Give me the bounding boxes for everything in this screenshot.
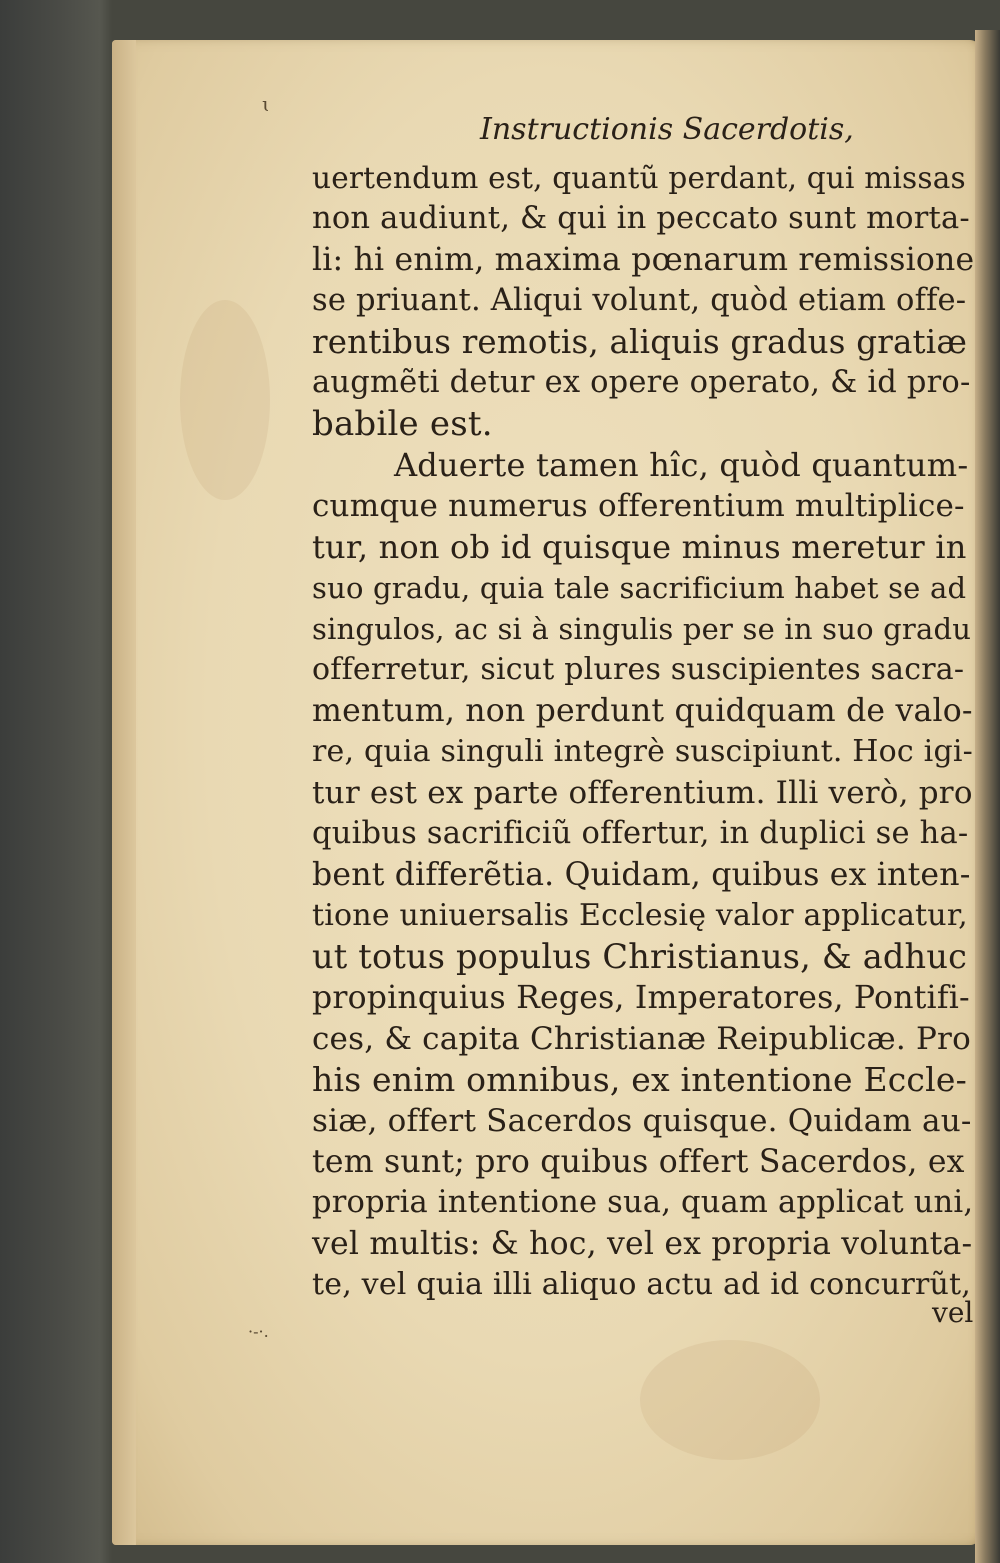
text-line: non audiunt, & qui in peccato sunt morta-	[312, 201, 970, 236]
paper-stain	[640, 1340, 820, 1460]
text-line: cumque numerus offerentium multiplice-	[312, 488, 965, 524]
ink-speck: ɩ	[262, 92, 270, 116]
paragraph-first-line: Aduerte tamen hîc, quòd quantum-	[394, 446, 969, 484]
text-line: quibus sacrificiũ offertur, in duplici se ha-	[312, 816, 969, 851]
text-line: tur, non ob id quisque minus meretur in	[312, 528, 967, 566]
text-line: offerretur, sicut plures suscipientes sacra-	[312, 652, 965, 687]
text-line: re, quia singuli integrè suscipiunt. Hoc igi-	[312, 734, 974, 769]
text-line: vel multis: & hoc, vel ex propria volunta-	[312, 1226, 973, 1262]
book-edge	[975, 30, 1000, 1563]
text-line: tione uniuersalis Ecclesię valor applicatur,	[312, 898, 968, 933]
text-line: te, vel quia illi aliquo actu ad id concurrũt,	[312, 1267, 972, 1302]
text-line: mentum, non perdunt quidquam de valo-	[312, 693, 973, 729]
text-line: tem sunt; pro quibus offert Sacerdos, ex	[312, 1144, 965, 1180]
ink-speck: ·-·.	[248, 1322, 269, 1341]
text-line: ut totus populus Christianus, & adhuc	[312, 937, 968, 976]
text-line: suo gradu, quia tale sacrificium habet se ad	[312, 571, 967, 605]
text-line: uertendum est, quantũ perdant, qui missas	[312, 161, 966, 195]
text-line: rentibus remotis, aliquis gradus gratiæ	[312, 323, 968, 361]
text-line: siæ, offert Sacerdos quisque. Quidam au-	[312, 1103, 972, 1139]
text-line: propinquius Reges, Imperatores, Pontifi-	[312, 980, 970, 1016]
text-line: propria intentione sua, quam applicat uni,	[312, 1185, 974, 1220]
text-line: his enim omnibus, ex intentione Eccle-	[312, 1060, 967, 1099]
text-line: babile est.	[312, 404, 493, 444]
text-line: ces, & capita Christianæ Reipublicæ. Pro	[312, 1021, 971, 1057]
text-line: singulos, ac si à singulis per se in suo gradu	[312, 612, 972, 646]
running-head: Instructionis Sacerdotis,	[480, 112, 854, 147]
text-line: bent differẽtia. Quidam, quibus ex inten-	[312, 857, 971, 893]
text-line: tur est ex parte offerentium. Illi verò, pro	[312, 775, 973, 811]
binding-gutter	[112, 40, 136, 1545]
paper-stain	[180, 300, 270, 500]
catchword: vel	[932, 1296, 974, 1329]
text-line: se priuant. Aliqui volunt, quòd etiam offe-	[312, 283, 967, 318]
text-line: li: hi enim, maxima pœnarum remissione	[312, 242, 975, 278]
text-line: augmẽti detur ex opere operato, & id pro-	[312, 365, 971, 400]
